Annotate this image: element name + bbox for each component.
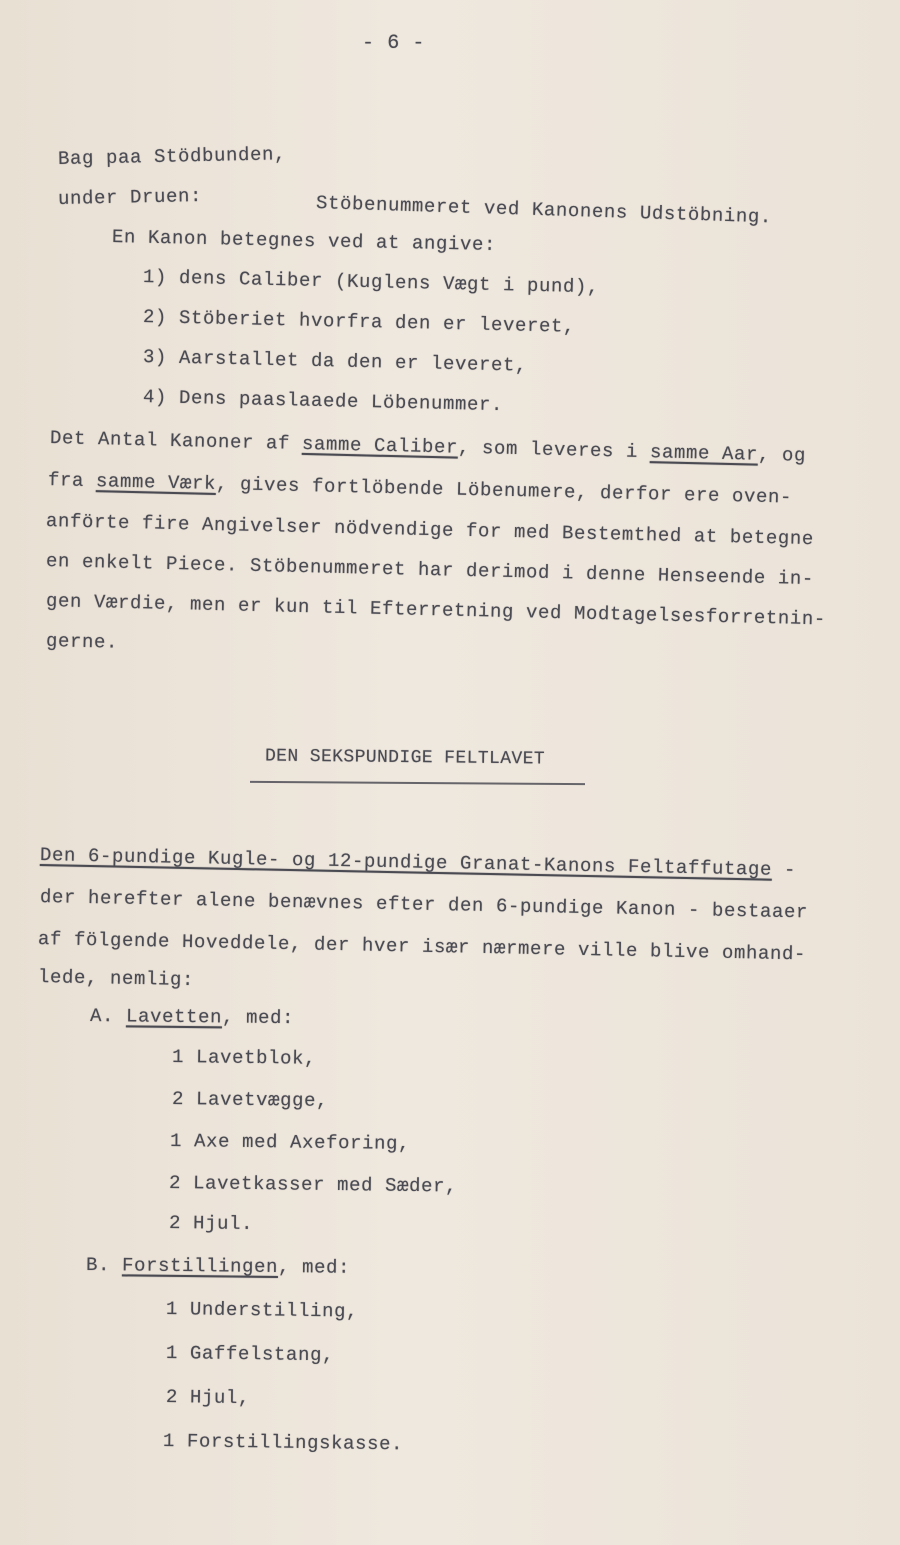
paragraph-line: gen Værdie, men er kun til Efterretning ved Modtagelsesforretnin-: [45, 590, 827, 631]
section-a-title: [90, 1005, 294, 1029]
text-run: B.: [85, 1254, 123, 1277]
list-item: 1 Axe med Axeforing,: [169, 1130, 411, 1155]
page-number: - 6 -: [362, 32, 426, 55]
text-run: -: [771, 858, 797, 882]
text-run: , gives fortlöbende Löbenumere, derfor ere oven-: [215, 472, 793, 509]
text-line: En Kanon betegnes ved at angive:: [111, 226, 497, 257]
paragraph-line: lede, nemlig:: [37, 966, 195, 992]
list-item: 1 Gaffelstang,: [165, 1342, 335, 1367]
underlined-text: samme Caliber: [301, 432, 459, 459]
paragraph-line: gerne.: [45, 630, 119, 654]
list-item: 2 Hjul,: [165, 1386, 251, 1410]
paragraph-line: [48, 469, 792, 509]
text-run: fra: [47, 469, 97, 493]
list-item: 2 Lavetvægge,: [171, 1088, 329, 1112]
paragraph-line: en enkelt Piece. Stöbenummeret har derimod i denne Henseende in-: [45, 550, 815, 591]
text-line: Bag paa Stödbunden,: [57, 143, 287, 170]
paragraph-line: [40, 844, 796, 881]
list-item: 2 Lavetkasser med Sæder,: [168, 1172, 458, 1198]
underlined-text: Lavetten: [125, 1005, 223, 1029]
list-item: 1 Forstillingskasse.: [162, 1430, 404, 1456]
text-run: Det Antal Kanoner af: [49, 427, 303, 455]
section-heading: DEN SEKSPUNDIGE FELTLAVET: [264, 746, 546, 770]
text-run: , med:: [221, 1006, 295, 1030]
list-item: 3) Aarstallet da den er leveret,: [142, 346, 528, 377]
underlined-text: Forstillingen: [121, 1254, 279, 1279]
underlined-text: samme Aar: [649, 441, 759, 466]
underlined-text: samme Værk: [95, 470, 217, 495]
section-b-title: [86, 1254, 350, 1279]
paragraph-line: [50, 427, 806, 467]
list-item: 4) Dens paaslaaede Löbenummer.: [142, 386, 504, 417]
list-item: 1 Understilling,: [165, 1298, 359, 1323]
underlined-text: Den 6-pundige Kugle- og 12-pundige Granat-Kanons Feltaffutage: [39, 844, 773, 881]
paragraph-line: af fölgende Hoveddele, der hver især nærmere ville blive omhand-: [37, 928, 807, 966]
heading-rule: [250, 781, 585, 785]
text-run: , og: [757, 443, 807, 467]
paragraph-line: anförte fire Angivelser nödvendige for med Bestemthed at betegne: [45, 510, 815, 551]
text-run: A.: [89, 1005, 127, 1028]
list-item: 2 Hjul.: [168, 1212, 254, 1236]
text-line: under Druen:: [57, 184, 203, 210]
text-run: , som leveres i: [457, 436, 651, 464]
list-item: 1) dens Caliber (Kuglens Vægt i pund),: [142, 266, 600, 299]
text-run: , med:: [277, 1256, 351, 1279]
text-line: Stöbenummeret ved Kanonens Udstöbning.: [315, 192, 773, 229]
list-item: 1 Lavetblok,: [171, 1046, 317, 1070]
paragraph-line: der herefter alene benævnes efter den 6-pundige Kanon - bestaaer: [39, 886, 809, 924]
list-item: 2) Stöberiet hvorfra den er leveret,: [142, 306, 576, 338]
